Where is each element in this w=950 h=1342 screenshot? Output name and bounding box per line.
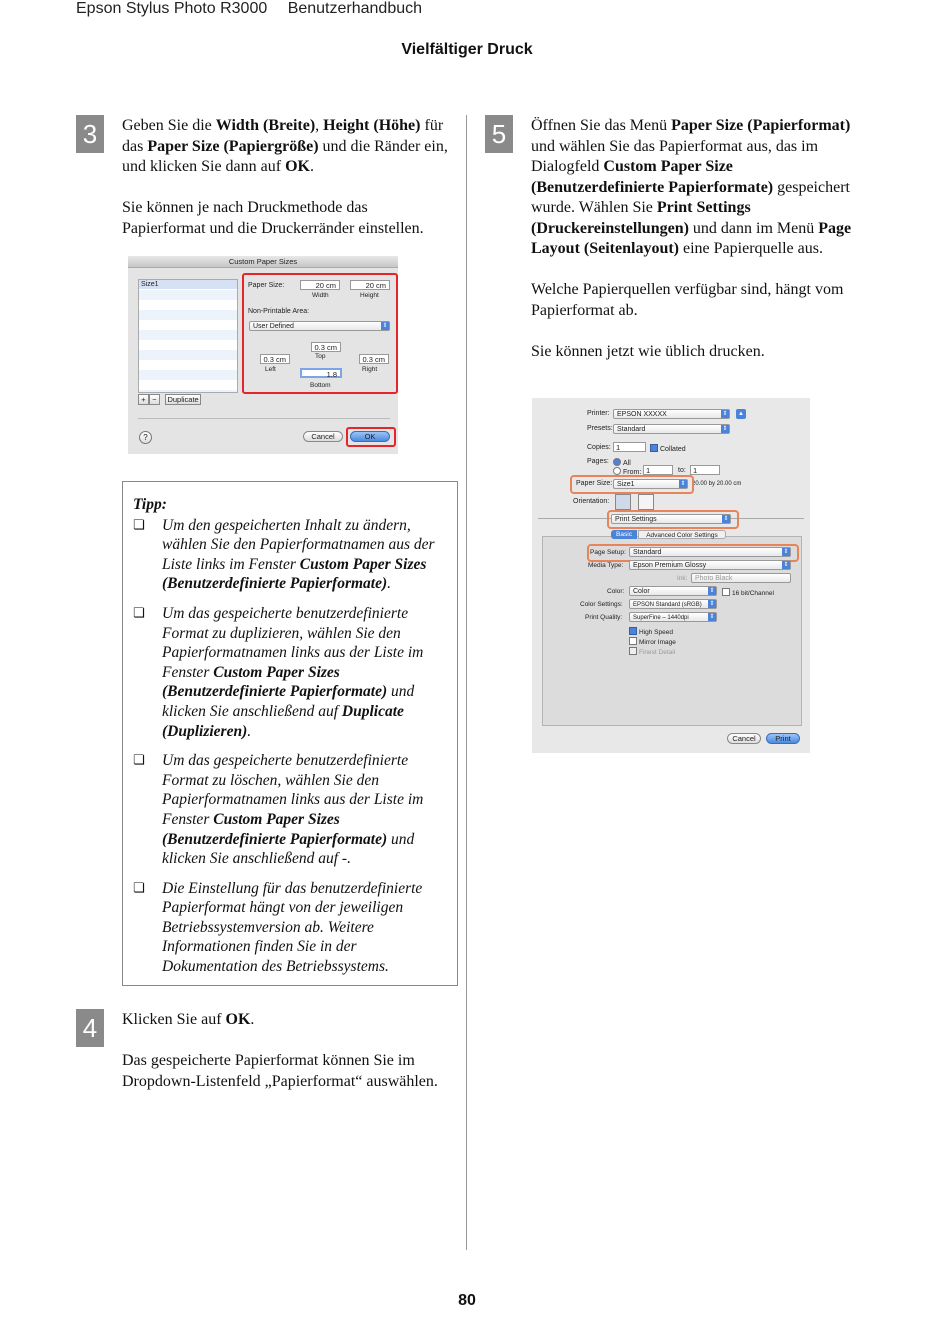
collated-checkbox[interactable]: [650, 444, 686, 453]
select-value: EPSON XXXXX: [617, 411, 667, 418]
chevron-down-icon: ⇕: [709, 614, 715, 620]
checkbox-bullet-icon: ❏: [133, 605, 145, 621]
radio-icon: [613, 467, 621, 475]
color-settings-select[interactable]: [629, 599, 717, 609]
tip-item: [133, 516, 447, 594]
step-3-instruction: Geben Sie die Width (Breite), Height (Höhe) für das Paper Size (Papiergröße) und die Ränder ein, und klicken Sie dann auf OK.: [122, 117, 448, 175]
right-label: Right: [362, 366, 378, 373]
color-select[interactable]: [629, 586, 717, 596]
chevron-down-icon: ⇕: [722, 426, 728, 432]
bottom-field[interactable]: 1.8: [300, 368, 342, 378]
copies-label: Copies:: [587, 444, 611, 451]
height-field[interactable]: 20 cm: [350, 280, 390, 290]
select-value: SuperFine – 1440dpi: [633, 615, 689, 621]
chevron-down-icon: ⇕: [382, 323, 388, 329]
step-4-note: Das gespeicherte Papierformat können Sie im Dropdown-Listenfeld „Papierformat“ auswählen.: [122, 1052, 438, 1090]
manual-name: Benutzerhandbuch: [287, 0, 423, 17]
non-printable-area-select[interactable]: [249, 321, 390, 331]
tip-box: [122, 481, 458, 986]
copies-field[interactable]: 1: [613, 442, 646, 452]
tip-item-text: Die Einstellung für das benutzerdefinierte Papierformat hängt von der jeweiligen Betriebssystemversion ab. Weitere Informationen finden Sie in der Dokumentation des Betriebssystems.: [162, 879, 423, 976]
16bit-label: 16 bit/Channel: [732, 590, 774, 597]
tip-item: [133, 751, 447, 869]
paper-size-label: Paper Size:: [248, 282, 285, 289]
media-type-label: Media Type:: [588, 562, 624, 569]
list-buttons: [138, 394, 201, 405]
paper-size-label: Paper Size:: [576, 480, 613, 487]
pages-all-radio[interactable]: [613, 458, 631, 467]
media-type-select[interactable]: [629, 560, 791, 570]
landscape-icon[interactable]: [638, 494, 654, 510]
chevron-down-icon: ⇕: [709, 601, 715, 607]
mirror-image-label: Mirror Image: [639, 639, 676, 646]
select-value: EPSON Standard (sRGB): [633, 602, 702, 608]
chevron-down-icon: ⇕: [723, 516, 729, 522]
cancel-button[interactable]: Cancel: [303, 431, 343, 442]
checkbox-bullet-icon: ❏: [133, 880, 145, 896]
high-speed-checkbox[interactable]: [629, 627, 673, 636]
color-settings-label: Color Settings:: [580, 601, 623, 608]
select-value: Epson Premium Glossy: [633, 562, 707, 569]
page-number: 80: [458, 1292, 476, 1309]
step-5-final: Sie können jetzt wie üblich drucken.: [531, 342, 765, 360]
ink-label: Ink:: [677, 575, 688, 582]
16bit-checkbox[interactable]: [722, 588, 774, 597]
print-quality-label: Print Quality:: [585, 614, 623, 621]
chevron-down-icon: ⇕: [722, 411, 728, 417]
tip-item-text: Um das gespeicherte benutzerdefinierte Format zu duplizieren, wählen Sie den Papierformatnamen links aus der Liste im Fenster Custom Paper Sizes (Benutzerdefinierte Papierformate) und klicken Sie anschließend auf Duplicate (Duplizieren).: [162, 604, 424, 740]
tip-title: Tipp:: [133, 496, 167, 513]
chevron-down-icon: ⇕: [783, 562, 789, 568]
chevron-down-icon: ⇕: [783, 549, 789, 555]
step-5-instruction: Öffnen Sie das Menü Paper Size (Papierformat) und wählen Sie das Papierformat aus, das im Dialogfeld Custom Paper Size (Benutzerdefinierte Papierformate) gespeichert wurde. Wählen Sie Print Settings (Druckereinstellungen) und dann im Menü Page Layout (Seitenlayout) eine Papierquelle aus.: [531, 117, 852, 257]
pages-label: Pages:: [587, 458, 609, 465]
color-label: Color:: [607, 588, 625, 595]
checkbox-icon: [722, 588, 730, 596]
left-field[interactable]: 0.3 cm: [260, 354, 290, 364]
ink-select: [691, 573, 791, 583]
checkbox-bullet-icon: ❏: [133, 517, 145, 533]
print-dialog: [532, 398, 810, 753]
section-title: Vielfältiger Druck: [401, 41, 533, 58]
to-field[interactable]: 1: [690, 465, 720, 475]
checkbox-checked-icon: [629, 627, 637, 635]
step-3-note: Sie können je nach Druckmethode das Papierformat und die Druckerränder einstellen.: [122, 199, 424, 237]
step-5-note: Welche Papierquellen verfügbar sind, hängt vom Papierformat ab.: [531, 281, 844, 319]
presets-label: Presets:: [587, 425, 613, 432]
checkbox-icon: [629, 637, 637, 645]
top-label: Top: [315, 353, 326, 360]
finest-detail-checkbox: [629, 647, 675, 656]
tab-advanced-color-settings[interactable]: Advanced Color Settings: [638, 530, 726, 539]
tip-item: [133, 604, 447, 741]
step-4-number: 4: [76, 1009, 104, 1047]
select-value: Color: [633, 588, 650, 595]
step-4-text: [122, 1010, 452, 1113]
presets-select[interactable]: [613, 424, 730, 434]
print-quality-select[interactable]: [629, 612, 717, 622]
dialog-title: Custom Paper Sizes: [128, 256, 398, 268]
step-3-number: 3: [76, 115, 104, 153]
checkbox-bullet-icon: ❏: [133, 753, 145, 769]
width-label: Width: [312, 292, 329, 299]
height-label: Height: [360, 292, 379, 299]
page-setup-label: Page Setup:: [590, 549, 626, 556]
chevron-down-icon: ⇕: [680, 481, 686, 487]
high-speed-label: High Speed: [639, 629, 673, 636]
finest-detail-label: Finest Detail: [639, 649, 676, 656]
step-5-number: 5: [485, 115, 513, 153]
right-field[interactable]: 0.3 cm: [359, 354, 389, 364]
non-printable-area-label: Non-Printable Area:: [248, 308, 310, 315]
select-value: Standard: [617, 426, 646, 433]
running-header: [76, 0, 438, 18]
tip-item-text: Um den gespeicherten Inhalt zu ändern, wählen Sie den Papierformatnamen aus der Liste links im Fenster Custom Paper Sizes (Benutzerdefinierte Papierformate).: [162, 516, 435, 593]
product-name: Epson Stylus Photo R3000: [76, 0, 268, 17]
checkbox-disabled-icon: [629, 647, 637, 655]
add-button[interactable]: +: [138, 394, 149, 405]
pages-from-label: From:: [623, 469, 642, 476]
select-value: Photo Black: [695, 575, 733, 582]
printer-label: Printer:: [587, 410, 610, 417]
duplicate-button[interactable]: Duplicate: [165, 394, 201, 405]
tip-item: [133, 879, 447, 977]
collated-label: Collated: [660, 446, 686, 453]
printer-select[interactable]: [613, 409, 730, 419]
select-value: Size1: [617, 481, 635, 488]
from-field[interactable]: 1: [643, 465, 673, 475]
radio-selected-icon: [613, 458, 621, 466]
bottom-label: Bottom: [310, 382, 331, 389]
mirror-image-checkbox[interactable]: [629, 637, 676, 646]
pages-all-label: All: [623, 460, 631, 467]
collapse-icon[interactable]: ▲: [736, 409, 746, 419]
paper-size-list[interactable]: [138, 279, 238, 393]
step-5-text: [531, 116, 866, 383]
ok-button[interactable]: OK: [350, 431, 390, 442]
width-field[interactable]: 20 cm: [300, 280, 340, 290]
highlight-ok-button: [346, 427, 396, 447]
help-icon[interactable]: ?: [139, 431, 152, 444]
highlight-paper-size: [570, 475, 694, 494]
top-field[interactable]: 0.3 cm: [311, 342, 341, 352]
select-value: Print Settings: [615, 516, 657, 523]
tip-item-text: Um das gespeicherte benutzerdefinierte Format zu löschen, wählen Sie den Papierformatnamen links aus der Liste im Fenster Custom Paper Sizes (Benutzerdefinierte Papierformate) und klicken Sie anschließend auf -.: [162, 752, 424, 868]
print-button[interactable]: Print: [766, 733, 800, 744]
pages-to-label: to:: [678, 467, 686, 474]
left-label: Left: [265, 366, 276, 373]
divider: [138, 418, 390, 419]
select-value: User Defined: [253, 323, 294, 330]
highlight-print-settings: [607, 510, 739, 529]
step-4-instruction: Klicken Sie auf OK.: [122, 1011, 255, 1028]
chevron-down-icon: ⇕: [709, 588, 715, 594]
step-3-text: [122, 116, 452, 260]
cancel-button[interactable]: Cancel: [727, 733, 761, 744]
select-value: Standard: [633, 549, 662, 556]
checkbox-checked-icon: [650, 444, 658, 452]
custom-paper-sizes-dialog: [128, 256, 398, 454]
tab-basic[interactable]: Basic: [611, 530, 637, 539]
column-divider: [466, 115, 467, 1250]
portrait-icon[interactable]: [615, 494, 631, 510]
orientation-label: Orientation:: [573, 498, 610, 505]
paper-size-dimensions: 20.00 by 20.00 cm: [692, 481, 742, 487]
remove-button[interactable]: −: [149, 394, 160, 405]
list-item[interactable]: Size1: [139, 280, 237, 289]
